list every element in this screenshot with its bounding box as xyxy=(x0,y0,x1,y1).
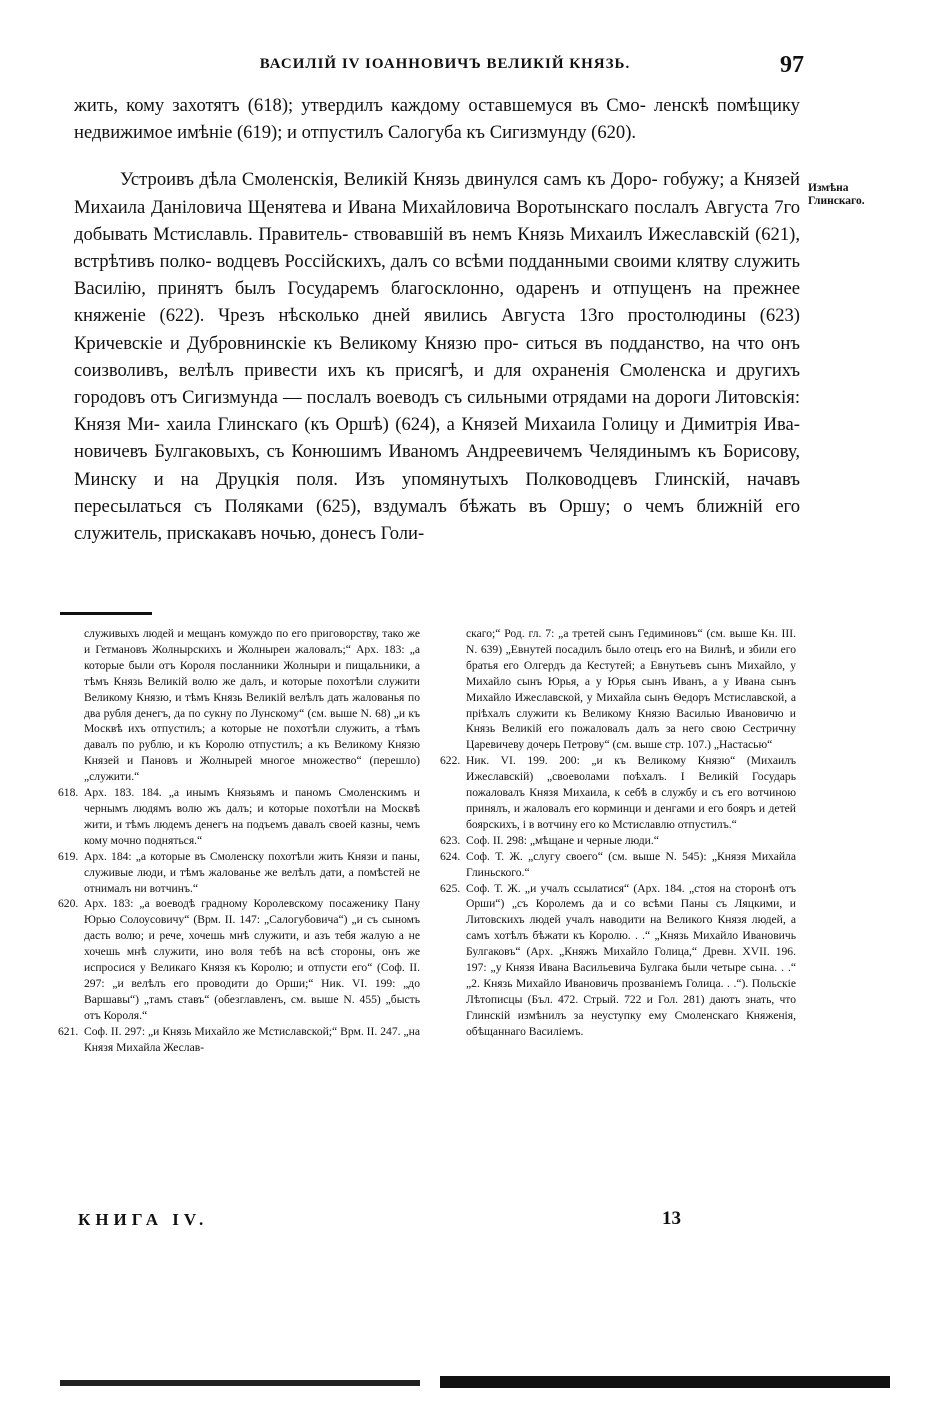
text-line: ствовавшій въ немъ Князь Михаилъ Ижеславскій (621), встрѣтивъ полко- xyxy=(74,223,800,273)
footnote-number: 618. xyxy=(58,786,79,800)
footnote-number: 621. xyxy=(58,1024,79,1038)
footnote-text: Арх. 183: „а воеводѣ градному Королевскому посаженику Пану Юрью Солоусовичу“ (Врм. II. 147: „Салогубовича“) „и съ сыномъ дасть волю; и рече, хочешь мнѣ служити, и азъ тебя жалую а не хочешь мнѣ служити, ино воля тебѣ на всѣ стороны, онъ же испросися у Великаго Князя къ Королю; и отпусти его“ (Соф. II. 297: „и велѣлъ его проводити до Орши;“ Ник. VI. 199: „до Варшавы“) „тамъ ставъ“ (обезглавленъ, см. выше N. 455) „бысть отъ Короля.“ xyxy=(84,897,420,1022)
footnotes-left-column xyxy=(58,626,420,1055)
text-line: водцевъ Россійскихъ, далъ со всѣми подданными своими клятву служить xyxy=(216,251,800,273)
text-line: Оршу; о чемъ ближній его служитель, прискакавъ ночью, донесъ Голи- xyxy=(74,495,800,545)
footnote xyxy=(440,849,796,881)
text-line: Сигизмунду (620). xyxy=(489,122,637,144)
footnote xyxy=(58,849,420,897)
footnote xyxy=(58,626,420,785)
text-line: Василію, принятъ былъ Государемъ благосклонно, одаренъ и отпущенъ xyxy=(74,278,692,300)
footnote-number: 620. xyxy=(58,897,79,911)
footnote-text: Соф. II. 297: „и Князь Михайло же Мстиславской;“ Врм. II. 247. „на Князя Михайла Жеслав- xyxy=(84,1024,420,1054)
footnote-number: 622. xyxy=(440,754,461,768)
footnote-text: Соф. II. 298: „мѣщане и черные люди.“ xyxy=(466,833,659,847)
text-line: хаила Глинскаго (къ Оршѣ) (624), а Князей Михаила Голицу и Димитрія Ива- xyxy=(166,414,800,436)
footnote-text: скаго;“ Род. гл. 7: „а третей сынъ Гедиминовъ“ (см. выше Кн. III. N. 639) „Евнутей посадилъ было отецъ его на Вилнѣ, и збили его братья его Олгердъ да Кестутей; а Евнутьевъ сынъ Михайло, у Михайло сынъ Юрья, а у Юрья сынъ Иванъ, а у Ивана сынъ Михайло Ижеславской, у Михайла сынъ Ѳедоръ Мстиславской, а пріѣхалъ служити къ Великому Князю Василью Ивановичю и Князь Великій его пожаловалъ далъ за него свою Сестричну Царевичеву дочерь Петрову“ (см. выше стр. 107.) „Настасью“ xyxy=(466,627,796,752)
footnote-number: 625. xyxy=(440,881,461,895)
footnote-text: Соф. Т. Ж. „и учалъ ссылатися“ (Арх. 184. „стоя на сторонѣ отъ Орши“) „съ Королемъ да и со всѣми Паны съ Ляцкими, и Литовскихъ людей учалъ наводити на Великого Князя людей, а самъ хотѣлъ бѣжати къ Королю. . .“ „Князь Михайло Ивановичь Булгаковъ“ (Арх. „Княжъ Михайло Голица,“ Древн. XVII. 196. 197: „у Князя Ивана Васильевича Булгака были четыре сына. . .“ „2. Князь Михайло Ивановичь прозваніемъ Голица. . .“). Польскіе Лѣтописцы (Бъл. 472. Стрый. 722 и Гол. 281) даютъ знать, что Глинскій измѣнилъ за неуступку ему Смоленскаго Княженія, обѣщаннаго Василіемъ. xyxy=(466,881,796,1038)
footnote-text: Арх. 183. 184. „а инымъ Князьямъ и паномъ Смоленскимъ и чернымъ людямъ волю жъ далъ; и которые похотѣли на Москвѣ жити, и тѣмъ людемъ денегъ на подъемъ давалъ своей казны, чемъ кому мочно подняться.“ xyxy=(84,786,420,847)
signature-mark: КНИГА IV. xyxy=(78,1210,209,1229)
text-line: на прежнее княженіе (622). Чрезъ нѣсколько дней явились Августа 13го xyxy=(74,278,800,327)
page-number: 97 xyxy=(780,52,804,78)
footnote-number: 619. xyxy=(58,849,79,863)
footnote-text: Ник. VI. 199. 200: „и къ Великому Князю“ (Михаилъ Ижеславскій) „своеволами поѣхалъ. І Великій Государь пожаловалъ Князя Михаила, к себѣ в службу и съ его вотчиною принялъ, и жаловалъ его корминци и денгами и его бояръ и детей боярскихъ, і в вотчину его ко Мстиславлю отпустилъ.“ xyxy=(466,754,796,831)
footnote xyxy=(440,753,796,833)
sheet-number: 13 xyxy=(662,1208,681,1229)
text-line: жить, кому захотятъ (618); утвердилъ каждому оставшемуся въ Смо- xyxy=(74,95,646,116)
bottom-scan-edge xyxy=(60,1372,890,1394)
main-text xyxy=(74,92,800,547)
footnote-number: 623. xyxy=(440,833,461,847)
text-line: послалъ воеводъ съ сильными отрядами на дороги Литовскія: Князя Ми- xyxy=(74,387,800,436)
text-line: ситься въ подданство, на что онъ соизволивъ, велѣлъ привести ихъ къ xyxy=(74,332,800,381)
footnote-text: Соф. Т. Ж. „слугу своего“ (см. выше N. 545): „Князя Михайла Глиньского.“ xyxy=(466,849,796,879)
footnote xyxy=(440,833,796,849)
text-line: ленскѣ помѣщику недвижимое имѣніе (619); и отпустилъ Салогуба къ xyxy=(74,95,800,144)
footnote xyxy=(58,785,420,849)
footnote xyxy=(58,1024,420,1056)
paragraph-2 xyxy=(74,166,800,547)
footnote-number: 624. xyxy=(440,849,461,863)
text-line: Устроивъ дѣла Смоленскія, Великій Князь двинулся самъ къ Доро- xyxy=(120,169,658,191)
footnote-text: служивыхъ людей и мещанъ комуждо по его приговорству, тако же и Гетмановъ Жолнырскихъ и Жолныреи жаловалъ;“ Арх. 183: „а которые были отъ Короля посланники Жолныри и пищальники, а тѣмъ Князь Великій волю же далъ, и которые похотѣли служити Великому Князю, и тѣмъ Князь Великій велѣлъ дать жалованья по два рубля денегъ, да по сукну по Лунскому“ (см. выше N. 68) „и къ Москвѣ ихъ отпустилъ; а которые не похотѣли служить, а тѣмъ давалъ по рублю, и къ Королю отпустилъ; а къ Великому Князю Князей и Пановъ и Жолнырей многое множество“ (перешло) „служити.“ xyxy=(84,627,420,784)
footnote-rule xyxy=(60,612,152,615)
footnote-text: Арх. 184: „а которые въ Смоленску похотѣли жить Князи и паны, служивые люди, и тѣмъ жалованье же велѣлъ дати, а помѣстей не отнималъ ни вотчинъ.“ xyxy=(84,849,420,895)
margin-note: Измѣна Глинскаго. xyxy=(808,182,865,207)
text-line: новичевъ Булгаковыхъ, съ Конюшимъ Иваномъ Андреевичемъ Челядинымъ xyxy=(74,441,691,463)
text-line: Глинскій, начавъ пересылаться съ Поляками (625), вздумалъ бѣжать въ xyxy=(74,468,801,517)
footnote xyxy=(440,881,796,1040)
text-line: Воротынскаго послалъ Августа 7го добывать Мстиславль. Правитель- xyxy=(74,196,800,245)
footnotes-right-column xyxy=(440,626,796,1040)
text-line: гобужу; а Князей Михаила Даніловича Щенятева и Ивана Михайловича xyxy=(74,169,800,218)
footnote xyxy=(58,896,420,1023)
text-line: простолюдины (623) Кричевскіе и Дубровнинскіе къ Великому Князю про- xyxy=(74,305,800,354)
footnote xyxy=(440,626,796,753)
text-line: присягѣ, и для охраненія Смоленска и другихъ городовъ отъ Сигизмунда — xyxy=(74,359,801,409)
text-line: къ Борисову, Минску и на Друцкія поля. Изъ упомянутыхъ Полководцевъ xyxy=(74,441,800,490)
paragraph-1 xyxy=(74,92,800,146)
running-title: ВАСИЛІЙ IV ІОАННОВИЧЪ ВЕЛИКІЙ КНЯЗЬ. xyxy=(259,56,631,72)
